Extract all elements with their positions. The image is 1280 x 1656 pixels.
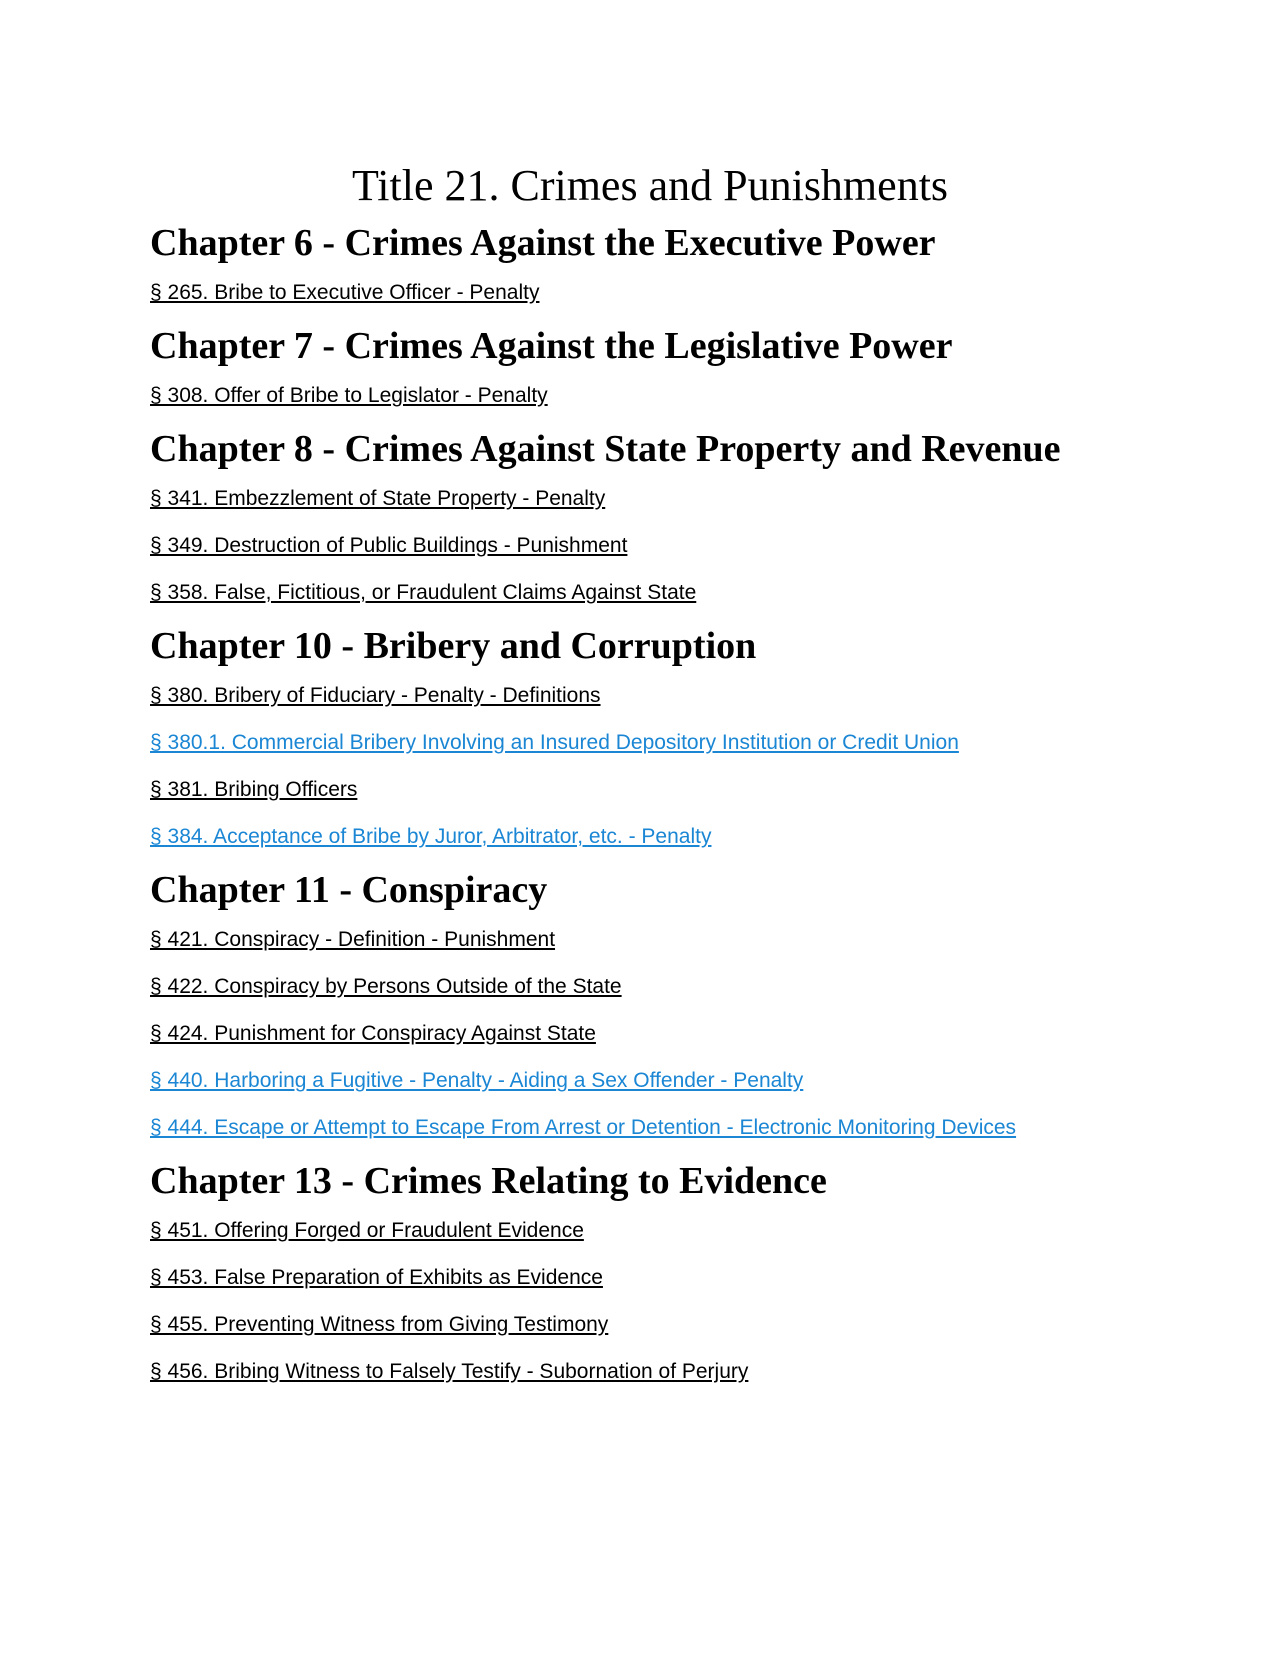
section-list-item [150, 777, 1150, 802]
section-list [150, 1218, 1150, 1384]
section-list-item [150, 974, 1150, 999]
chapter-block [150, 1158, 1150, 1384]
section-list-item [150, 1312, 1150, 1337]
chapter-list [150, 220, 1150, 1384]
chapter-block [150, 323, 1150, 408]
section-link[interactable]: § 384. Acceptance of Bribe by Juror, Arbitrator, etc. - Penalty [150, 825, 712, 848]
section-link[interactable]: § 308. Offer of Bribe to Legislator - Penalty [150, 384, 548, 407]
section-link[interactable]: § 380.1. Commercial Bribery Involving an Insured Depository Institution or Credit Union [150, 731, 959, 754]
section-list-item [150, 1115, 1150, 1140]
section-list [150, 383, 1150, 408]
chapter-heading: Chapter 8 - Crimes Against State Property and Revenue [150, 428, 1061, 470]
section-link[interactable]: § 451. Offering Forged or Fraudulent Evidence [150, 1219, 584, 1242]
section-link[interactable]: § 453. False Preparation of Exhibits as Evidence [150, 1266, 603, 1289]
section-list-item [150, 280, 1150, 305]
section-list-item [150, 730, 1150, 755]
section-list-item [150, 683, 1150, 708]
section-list-item [150, 383, 1150, 408]
section-list-item [150, 486, 1150, 511]
section-link[interactable]: § 424. Punishment for Conspiracy Against State [150, 1022, 596, 1045]
section-link[interactable]: § 380. Bribery of Fiduciary - Penalty - Definitions [150, 684, 601, 707]
document-title: Title 21. Crimes and Punishments [351, 161, 949, 210]
chapter-block [150, 426, 1150, 605]
section-link[interactable]: § 444. Escape or Attempt to Escape From Arrest or Detention - Electronic Monitoring Devices [150, 1116, 1017, 1139]
section-link[interactable]: § 381. Bribing Officers [150, 778, 358, 801]
section-list-item [150, 1021, 1150, 1046]
chapter-heading: Chapter 13 - Crimes Relating to Evidence [150, 1160, 827, 1202]
section-link[interactable]: § 265. Bribe to Executive Officer - Penalty [150, 281, 540, 304]
section-list-item [150, 1265, 1150, 1290]
chapter-heading: Chapter 10 - Bribery and Corruption [150, 625, 757, 667]
chapter-block [150, 220, 1150, 305]
chapter-block [150, 623, 1150, 849]
section-list-item [150, 1218, 1150, 1243]
section-list [150, 280, 1150, 305]
section-list [150, 683, 1150, 849]
section-link[interactable]: § 422. Conspiracy by Persons Outside of the State [150, 975, 622, 998]
section-list-item [150, 927, 1150, 952]
section-link[interactable]: § 455. Preventing Witness from Giving Testimony [150, 1313, 609, 1336]
section-link[interactable]: § 421. Conspiracy - Definition - Punishment [150, 928, 556, 951]
chapter-heading: Chapter 6 - Crimes Against the Executive Power [150, 222, 936, 264]
section-list-item [150, 824, 1150, 849]
chapter-heading: Chapter 11 - Conspiracy [150, 869, 548, 911]
section-list-item [150, 1068, 1150, 1093]
section-link[interactable]: § 341. Embezzlement of State Property - Penalty [150, 487, 606, 510]
section-link[interactable]: § 440. Harboring a Fugitive - Penalty - Aiding a Sex Offender - Penalty [150, 1069, 804, 1092]
section-link[interactable]: § 358. False, Fictitious, or Fraudulent Claims Against State [150, 581, 697, 604]
section-list-item [150, 1359, 1150, 1384]
section-link[interactable]: § 349. Destruction of Public Buildings - Punishment [150, 534, 628, 557]
section-list [150, 927, 1150, 1140]
section-link[interactable]: § 456. Bribing Witness to Falsely Testify - Subornation of Perjury [150, 1360, 749, 1383]
chapter-heading: Chapter 7 - Crimes Against the Legislative Power [150, 325, 953, 367]
section-list-item [150, 533, 1150, 558]
section-list-item [150, 580, 1150, 605]
chapter-block [150, 867, 1150, 1140]
section-list [150, 486, 1150, 605]
document-page [150, 160, 1150, 1406]
